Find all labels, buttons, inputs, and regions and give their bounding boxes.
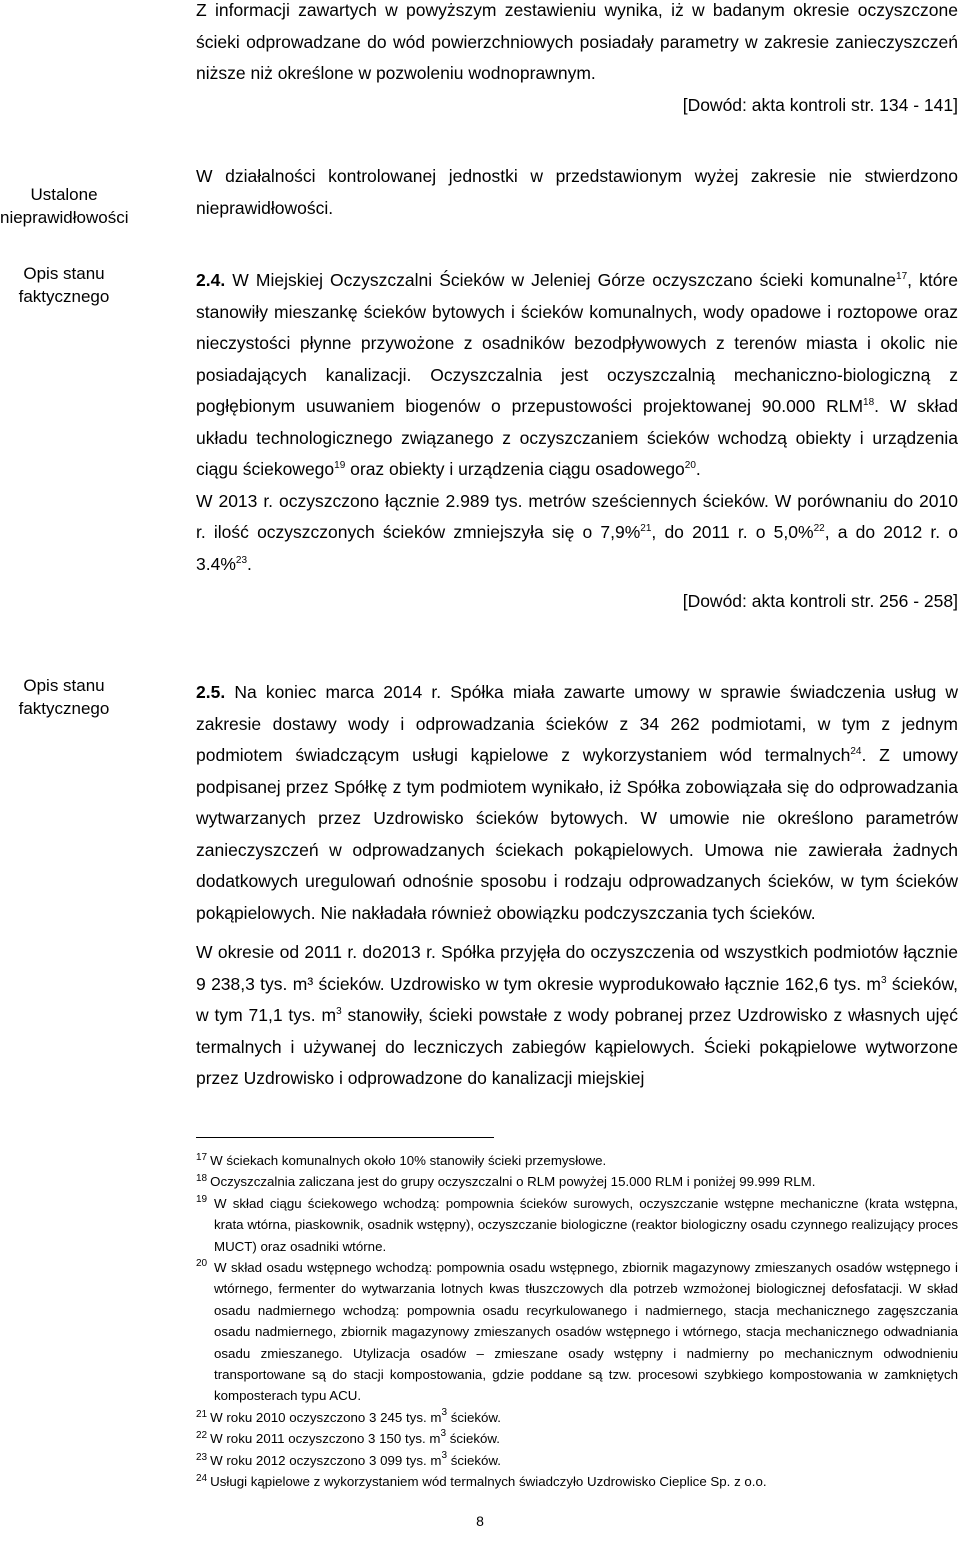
side-label-ustalone: Ustalone nieprawidłowości bbox=[0, 185, 129, 227]
footnote-ref: 19 bbox=[334, 460, 346, 471]
footnote-21: $^{21}$ W roku 2010 oczyszczono 3 245 tys. $m^3$ ścieków. bbox=[196, 1406, 501, 1425]
footnote-separator bbox=[196, 1137, 494, 1138]
intro-paragraph bbox=[196, 0, 958, 121]
footnote-ref: 17 bbox=[896, 271, 908, 282]
footnote-24: $^{24}$ Usługi kąpielowe z wykorzystaniem wód termalnych świadczyło Uzdrowisko Cieplice Sp. z o.o. bbox=[196, 1473, 767, 1490]
section-2-5-paragraph-2: W okresie od 2011 r. do2013 r. Spółka przyjęła do oczyszczenia od wszystkich podmiotów łącznie 9 238,3 tys. m³ ścieków. Uzdrowisko w tym okresie wyprodukowało łącznie 162,6 tys. $m^3$ ścieków, w tym 71,1 tys. $m^3$ stanowiły, ścieki powstałe z wody pobranej przez Uzdrowisko z własnych ujęć termalnych i używanej do leczniczych zabiegów kąpielowych. Ścieki pokąpielowe wytworzone przez Uzdrowisko i odprowadzone do kanalizacji miejskiej bbox=[196, 942, 959, 1088]
footnote-17: $^{17}$ W ściekach komunalnych około 10% stanowiły ścieki przemysłowe. bbox=[196, 1152, 607, 1168]
evidence-reference: [Dowód: akta kontroli str. 134 - 141] bbox=[682, 94, 958, 115]
ustalone-text: W działalności kontrolowanej jednostki w przedstawionym wyżej zakresie nie stwierdzono nieprawidłowości. bbox=[196, 166, 958, 218]
footnote-22: $^{22}$ W roku 2011 oczyszczono 3 150 tys. $m^3$ ścieków. bbox=[196, 1428, 500, 1447]
page-number: 8 bbox=[476, 1513, 484, 1529]
footnote-ref: 23 bbox=[235, 554, 248, 566]
footnote-ref: 18 bbox=[863, 397, 875, 408]
footnote-18: $^{18}$ Oczyszczalnia zaliczana jest do grupy oczyszczalni o RLM powyżej 15.000 RLM i poniżej 99.999 RLM. bbox=[196, 1173, 816, 1190]
section-2-4-volume: W 2013 r. oczyszczono łącznie 2.989 tys. metrów sześciennych ścieków. W porównaniu do 2010 r. ilość oczyszczonych ścieków zmniejszyła się o 7,9%$^{21}$, do 2011 r. o 5,0%$^{22}$, a do 2012 r. o 3.4%$^{23}$. bbox=[196, 490, 958, 574]
footnote-ref: 21 bbox=[640, 523, 652, 534]
footnote-20: 20 W skład osadu wstępnego wchodzą: pompownia osadu wstępnego, zbiornik magazynowy zmieszanych osadów wstępnego i wtórnego, fermenter do wytwarzania lotnych kwas tłuszczowych dla potrzeb wzmożonej biologicznej defosfatacji. W skład osadu nadmiernego wchodzą: pompownia osadu recyrkulowanego i nadmiernego, stacja mechanicznego zagęszczania osadu nadmiernego, zbiornik magazynowy zmieszanych osadów wstępnego i wtórnego, stacja mechanicznego odwadniania osadu zmieszanego. Utylizacja osadów – zmieszane osady wstępny i nadmierny po mechanicznym odwodnieniu transportowane są do stacji kompostowania, gdzie poddane są tzw. procesowi szybkiego kompostowania w zamkniętych komposterach typu ACU. bbox=[196, 1258, 958, 1404]
evidence-reference: [Dowód: akta kontroli str. 256 - 258] bbox=[682, 591, 958, 611]
section-2-4 bbox=[196, 265, 958, 618]
section-number: 2.4. bbox=[196, 270, 226, 290]
footnotes bbox=[196, 1150, 958, 1493]
footnote-ref: 22 bbox=[813, 523, 825, 534]
footnote-19: 19 W skład ciągu ściekowego wchodzą: pompownia ścieków surowych, oczyszczanie wstępne mechaniczne (krata wstępna, krata wtórna, piaskownik, osadnik wstępny), oczyszczanie biologiczne (reaktor biologiczny osadu czynnego realizujący proces MUCT) oraz osadniki wtórne. bbox=[196, 1193, 958, 1254]
side-label-opis-2-5: Opis stanu faktycznego bbox=[18, 676, 110, 718]
ustalone-paragraph bbox=[196, 161, 958, 224]
footnote-ref: 24 bbox=[850, 746, 862, 757]
section-number: 2.5. bbox=[196, 682, 226, 702]
footnote-23: $^{23}$ W roku 2012 oczyszczono 3 099 tys. $m^3$ ścieków. bbox=[196, 1449, 501, 1468]
side-label-opis-2-4: Opis stanu faktycznego bbox=[18, 264, 110, 306]
section-2-5 bbox=[196, 677, 958, 1095]
footnote-ref: 20 bbox=[684, 460, 696, 471]
intro-text: Z informacji zawartych w powyższym zestawieniu wynika, iż w badanym okresie oczyszczone ścieki odprowadzane do wód powierzchniowych posiadały parametry w zakresie zanieczyszczeń niższe niż określone w pozwoleniu wodnoprawnym. bbox=[196, 0, 958, 83]
section-2-5-paragraph: 2.5. Na koniec marca 2014 r. Spółka miała zawarte umowy w sprawie świadczenia usług w zakresie dostawy wody i odprowadzania ścieków z 34 262 podmiotami, w tym z jednym podmiotem świadczącym usługi kąpielowe z wykorzystaniem wód termalnych$^{24}$. Z umowy podpisanej przez Spółkę z tym podmiotem wynikało, iż Spółka zobowiązała się do odprowadzania wytwarzanych przez Uzdrowisko ścieków bytowych. W umowie nie określono parametrów zanieczyszczeń w odprowadzanych ściekach pokąpielowych. Umowa nie zawierała żadnych dodatkowych uregulowań odnośnie sposobu i rodzaju odprowadzanych ścieków, w tym ścieków pokąpielowych. Nie nakładała również obowiązku podczyszczania tych ścieków. bbox=[196, 682, 958, 923]
section-2-4-paragraph: 2.4. W Miejskiej Oczyszczalni Ścieków w Jeleniej Górze oczyszczano ścieki komunalne$^{17}$, które stanowiły mieszankę ścieków bytowych i ścieków komunalnych, wody opadowe i roztopowe oraz nieczystości płynne przywożone z osadników bezodpływowych z terenów miasta i okolic nie posiadających kanalizacji. Oczyszczalnia jest oczyszczalnią mechaniczno-biologiczną z pogłębionym usuwaniem biogenów o przepustowości projektowanej 90.000 RLM$^{18}$. W skład układu technologicznego związanego z oczyszczaniem ścieków wchodzą obiekty i urządzenia ciągu ściekowego$^{19}$ oraz obiekty i urządzenia ciągu osadowego$^{20}$. bbox=[196, 270, 958, 479]
